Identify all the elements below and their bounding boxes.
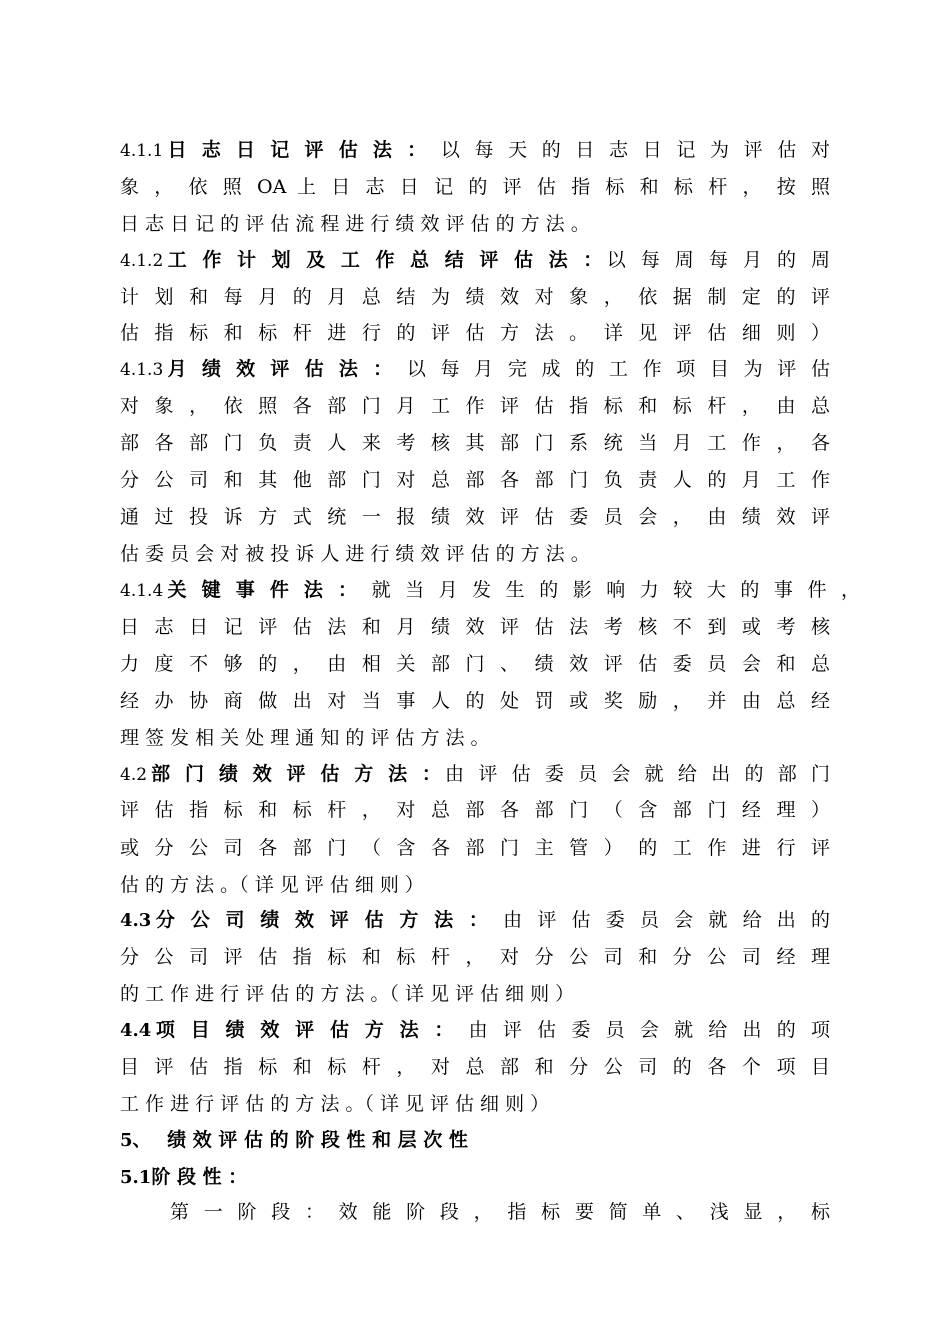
text-line: 日 志 日 记 评 估 法 和 月 绩 效 评 估 法 考 核 不 到 或 考 核 [120,616,830,638]
text-line: 工 作 进 行 评 估 的 方 法 。（ 详 见 评 估 细 则 ） [120,1093,550,1115]
text-line: 4.1.3月 绩 效 评 估 法 ： 以 每 月 完 成 的 工 作 项 目 为 评 估 [120,358,830,380]
text-line: 对 象 ， 依 照 各 部 门 月 工 作 评 估 指 标 和 标 杆 ， 由 总 [120,395,830,417]
section-heading: 5、 绩 效 评 估 的 阶 段 性 和 层 次 性 [120,1129,468,1151]
text-line: 理 签 发 相 关 处 理 通 知 的 评 估 方 法 。 [120,727,490,749]
text-line: 目 评 估 指 标 和 标 杆 ， 对 总 部 和 分 公 司 的 各 个 项 目 [120,1056,830,1078]
text-line: 经 办 协 商 做 出 对 当 事 人 的 处 罚 或 奖 励 ， 并 由 总 经 [120,690,830,712]
text-line: 估 委 员 会 对 被 投 诉 人 进 行 绩 效 评 估 的 方 法 。 [120,543,590,565]
text-line: 估 的 方 法 。（ 详 见 评 估 细 则 ） [120,874,424,896]
text-line: 4.1.4关 键 事 件 法 ： 就 当 月 发 生 的 影 响 力 较 大 的 事 件 ， [120,579,860,601]
text-line: 第 一 阶 段 ： 效 能 阶 段 ， 指 标 要 简 单 、 浅 显 ， 标 [170,1201,830,1223]
text-line: 4.2部 门 绩 效 评 估 方 法 ：由 评 估 委 员 会 就 给 出 的 部 门 [120,763,830,785]
text-line: 评 估 指 标 和 标 杆 ， 对 总 部 各 部 门 （ 含 部 门 经 理 ） [120,799,830,821]
subsection-heading: 5.1阶 段 性 ： [120,1166,248,1188]
text-line: 或 分 公 司 各 部 门 （ 含 各 部 门 主 管 ） 的 工 作 进 行 评 [120,837,830,859]
text-line: 4.3分 公 司 绩 效 评 估 方 法 ： 由 评 估 委 员 会 就 给 出 的 [120,909,830,931]
text-line: 通 过 投 诉 方 式 统 一 报 绩 效 评 估 委 员 会 ， 由 绩 效 评 [120,506,830,528]
text-line: 象 ， 依 照 OA 上 日 志 日 记 的 评 估 指 标 和 标 杆 ， 按 照 [120,176,830,198]
text-line: 4.1.2工 作 计 划 及 工 作 总 结 评 估 法 ：以 每 周 每 月 的 周 [120,249,830,271]
text-line: 4.4项 目 绩 效 评 估 方 法 ： 由 评 估 委 员 会 就 给 出 的 项 [120,1019,830,1041]
text-line: 日 志 日 记 的 评 估 流 程 进 行 绩 效 评 估 的 方 法 。 [120,213,590,235]
text-line: 部 各 部 门 负 责 人 来 考 核 其 部 门 系 统 当 月 工 作 ， 各 [120,432,830,454]
text-line: 4.1.1日 志 日 记 评 估 法 ： 以 每 天 的 日 志 日 记 为 评 估 对 [120,139,830,161]
text-line: 力 度 不 够 的 ， 由 相 关 部 门 、 绩 效 评 估 委 员 会 和 总 [120,653,830,675]
text-line: 计 划 和 每 月 的 月 总 结 为 绩 效 对 象 ， 依 据 制 定 的 评 [120,286,830,308]
text-line: 估 指 标 和 标 杆 进 行 的 评 估 方 法 。 详 见 评 估 细 则 ） [120,322,830,344]
text-line: 的 工 作 进 行 评 估 的 方 法 。（ 详 见 评 估 细 则 ） [120,983,575,1005]
text-line: 分 公 司 评 估 指 标 和 标 杆 ， 对 分 公 司 和 分 公 司 经 理 [120,946,830,968]
text-line: 分 公 司 和 其 他 部 门 对 总 部 各 部 门 负 责 人 的 月 工 作 [120,469,830,491]
